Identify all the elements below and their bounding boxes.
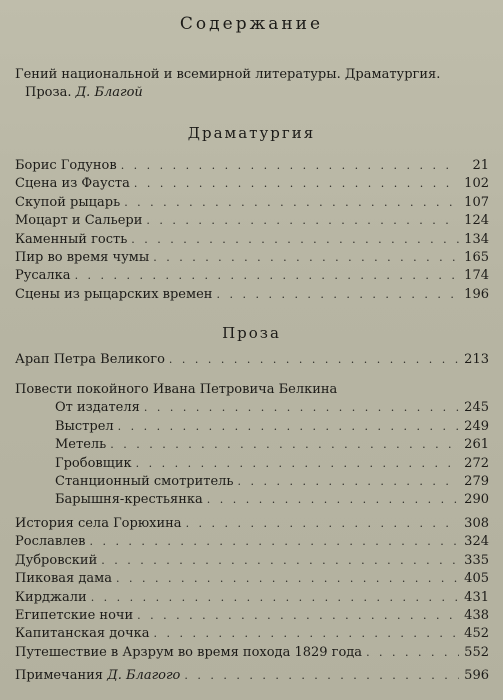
leader-dots <box>116 572 459 585</box>
toc-entry <box>15 571 489 589</box>
toc-entry-page: 438 <box>464 607 489 623</box>
toc-entry-page: 308 <box>464 516 489 531</box>
toc-entry-label: Арап Петра Великого <box>15 352 165 367</box>
toc-entry-label: Пиковая дама <box>15 571 112 587</box>
toc-entry-label: Дубровский <box>15 552 98 568</box>
leader-dots <box>101 554 459 567</box>
toc-entry <box>15 645 489 663</box>
toc-subentry <box>15 419 489 437</box>
toc-entry <box>15 232 489 250</box>
drama-list <box>15 158 489 305</box>
toc-entry <box>15 195 489 213</box>
toc-entry-label: Каменный гость <box>15 231 128 247</box>
leader-dots <box>238 475 460 488</box>
leader-dots <box>75 269 459 282</box>
toc-entry-label <box>15 668 184 683</box>
toc-entry-label: Пир во время чумы <box>15 249 150 265</box>
notes-prefix: Примечания <box>15 668 104 683</box>
toc-entry-label: Выстрел <box>55 418 114 434</box>
toc-entry-page: 213 <box>464 352 489 367</box>
toc-entry-page: 102 <box>464 176 489 192</box>
toc-group-heading <box>15 382 489 400</box>
intro-line-2 <box>15 84 495 102</box>
leader-dots <box>184 669 459 682</box>
toc-subentry <box>15 456 489 474</box>
toc-entry <box>15 250 489 268</box>
toc-entry-label: Сцены из рыцарских времен <box>15 286 213 302</box>
toc-subentry <box>15 400 489 418</box>
toc-entry-label: Скупой рыцарь <box>15 194 121 210</box>
leader-dots <box>89 535 459 548</box>
toc-entry-label: Путешествие в Арзрум во время похода 1829 года <box>15 644 363 660</box>
leader-dots <box>134 177 459 190</box>
leader-dots <box>186 517 459 530</box>
leader-dots <box>131 233 459 246</box>
leader-dots <box>91 591 459 604</box>
toc-entry-label: Капитанская дочка <box>15 626 150 642</box>
toc-entry-page: 165 <box>464 249 489 265</box>
toc-entry-page: 21 <box>472 158 489 173</box>
toc-entry-label: Рославлев <box>15 534 86 550</box>
toc-entry-page: 245 <box>464 400 489 416</box>
toc-entry <box>15 553 489 571</box>
leader-dots <box>137 609 459 622</box>
intro-entry <box>15 66 495 102</box>
toc-entry-notes <box>15 668 489 686</box>
leader-dots <box>154 627 459 640</box>
leader-dots <box>124 196 459 209</box>
toc-entry-label: Сцена из Фауста <box>15 176 130 192</box>
toc-entry-page: 249 <box>464 418 489 434</box>
toc-group-label: Повести покойного Ивана Петровича Белкина <box>15 382 338 397</box>
toc-entry-page: 134 <box>464 231 489 247</box>
toc-entry-label: Египетские ночи <box>15 607 134 623</box>
toc-entry-label: Барышня-крестьянка <box>55 492 203 508</box>
leader-dots <box>366 646 459 659</box>
toc-entry-page: 552 <box>464 644 489 660</box>
intro-author: Д. Благой <box>75 85 143 100</box>
toc-entry-page: 174 <box>464 268 489 284</box>
toc-entry <box>15 608 489 626</box>
toc-entry-label: Моцарт и Сальери <box>15 213 143 229</box>
toc-entry <box>15 176 489 194</box>
toc-entry-page: 452 <box>464 626 489 642</box>
toc-entry-page: 279 <box>464 473 489 489</box>
toc-entry <box>15 158 489 176</box>
toc-entry-page: 261 <box>464 437 489 453</box>
section-heading-drama: Драматургия <box>187 124 316 142</box>
toc-entry <box>15 626 489 644</box>
toc-entry-page: 324 <box>464 534 489 550</box>
toc-entry-page: 431 <box>464 589 489 605</box>
leader-dots <box>110 438 459 451</box>
toc-entry-label: История села Горюхина <box>15 516 182 531</box>
leader-dots <box>136 457 459 470</box>
prose-list-arap <box>15 352 489 370</box>
leader-dots <box>153 251 459 264</box>
toc-entry <box>15 352 489 370</box>
toc-entry-page: 272 <box>464 455 489 471</box>
leader-dots <box>118 420 459 433</box>
toc-entry-page: 290 <box>464 492 489 508</box>
leader-dots <box>144 401 459 414</box>
notes-author: Д. Благого <box>107 668 181 683</box>
toc-entry <box>15 590 489 608</box>
prose-list-belkin <box>15 382 489 511</box>
toc-entry <box>15 287 489 305</box>
section-heading-prose: Проза <box>222 324 281 342</box>
toc-entry-page: 335 <box>464 552 489 568</box>
toc-entry-page: 107 <box>464 194 489 210</box>
toc-entry-page: 405 <box>464 571 489 587</box>
leader-dots <box>207 493 459 506</box>
toc-entry-label: Кирджали <box>15 589 87 605</box>
toc-entry-label: Гробовщик <box>55 455 132 471</box>
intro-line-2-prefix: Проза. <box>25 85 72 100</box>
toc-entry-label: Метель <box>55 437 107 453</box>
intro-line-1: Гений национальной и всемирной литературы. Драматургия. <box>15 67 441 82</box>
toc-entry-page: 196 <box>464 286 489 302</box>
leader-dots <box>121 159 459 172</box>
toc-entry-label: Станционный смотритель <box>55 473 234 489</box>
toc-subentry <box>15 437 489 455</box>
toc-entry-label: Русалка <box>15 268 71 284</box>
page-title: Содержание <box>179 14 324 34</box>
toc-entry <box>15 213 489 231</box>
prose-list-rest <box>15 516 489 663</box>
toc-entry-page: 124 <box>464 213 489 229</box>
leader-dots <box>169 353 459 366</box>
toc-entry <box>15 534 489 552</box>
toc-entry <box>15 268 489 286</box>
leader-dots <box>146 214 459 227</box>
leader-dots <box>216 288 459 301</box>
notes-list <box>15 668 489 686</box>
toc-entry-label: От издателя <box>55 400 140 416</box>
toc-subentry <box>15 474 489 492</box>
toc-entry-page: 596 <box>464 668 489 683</box>
toc-subentry <box>15 492 489 510</box>
toc-entry <box>15 516 489 534</box>
toc-entry-label: Борис Годунов <box>15 158 117 173</box>
